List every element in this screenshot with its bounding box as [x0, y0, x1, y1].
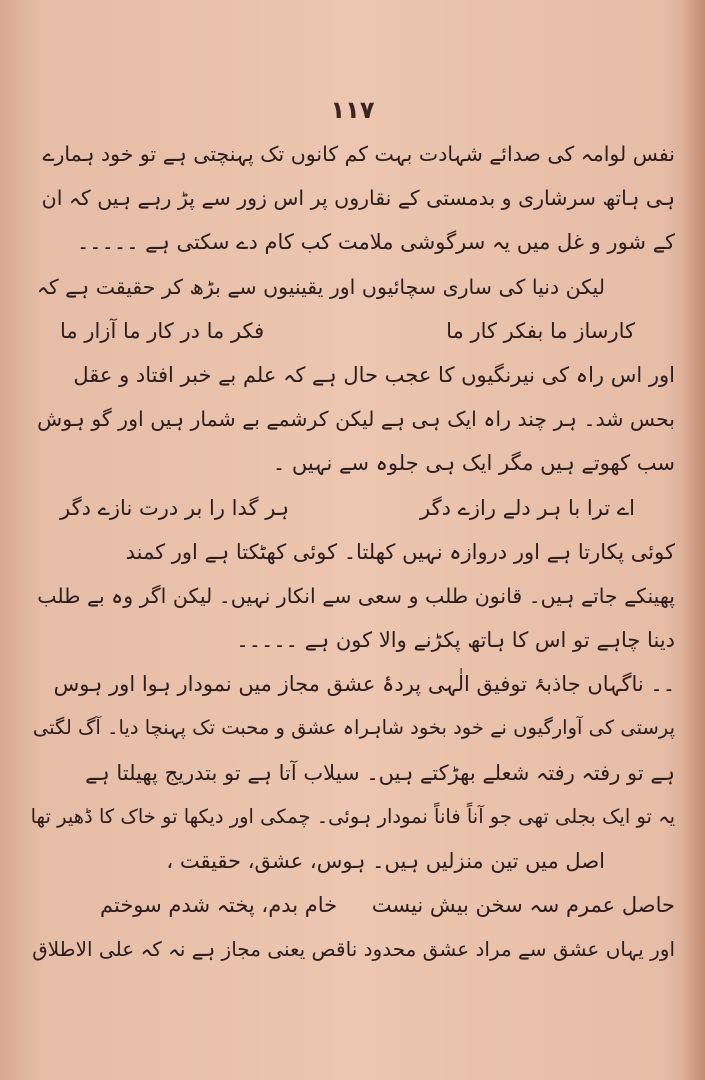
text-line: سب کھوتے ہیں مگر ایک ہی جلوہ سے نہیں ۔ — [272, 451, 675, 476]
text-line: لیکن دنیا کی ساری سچائیوں اور یقینیوں سے بڑھ کر حقیقت ہے کہ — [36, 274, 605, 299]
text-line: نفس لوامہ کی صدائے شہادت بہت کم کانوں تک پہنچتی ہے تو خود ہمارے — [42, 142, 675, 166]
text-line: کے شور و غل میں یہ سرگوشی ملامت کب کام دے سکتی ہے ۔۔۔۔۔ — [76, 230, 675, 255]
text-line: ۔۔ ناگہاں جاذبۂ توفیق الٰہی پردۂ عشق مجاز میں نمودار ہوا اور ہوس — [53, 672, 675, 697]
text-line: ہی ہاتھ سرشاری و بدمستی کے نقاروں پر اس زور سے پڑ رہے ہیں کہ ان — [41, 186, 675, 211]
text-line: پرستی کی آوارگیوں نے خود بخود شاہراہ عشق و محبت تک پہنچا دیا۔ آگ لگتی — [32, 716, 675, 740]
page-number: ۱۱۷ — [330, 96, 375, 124]
verse-line — [30, 486, 675, 530]
text-line: اصل میں تین منزلیں ہیں۔ ہوس، عشق، حقیقت ، — [166, 849, 605, 873]
verse-hemistich-first: اے ترا با ہر دلے رازے دگر — [419, 495, 635, 520]
page-text-block — [30, 132, 675, 972]
verse-hemistich-second: ہر گدا را بر درت نازے دگر — [60, 495, 290, 520]
text-line: اور یہاں عشق سے مراد عشق محدود ناقص یعنی مجاز ہے نہ کہ علی الاطلاق — [32, 937, 675, 962]
text-line: کوئی پکارتا ہے اور دروازہ نہیں کھلتا۔ کوئی کھٹکتا ہے اور کمند — [125, 539, 675, 564]
text-line: اور اس راہ کی نیرنگیوں کا عجب حال ہے کہ علم بے خبر افتاد و عقل — [73, 362, 675, 387]
verse-hemistich-second: خام بدم، پختہ شدم سوختم — [100, 893, 338, 918]
verse-hemistich-first: کارساز ما بفکر کار ما — [446, 318, 635, 343]
verse-hemistich-first: حاصل عمرم سہ سخن بیش نیست — [371, 893, 675, 918]
text-line: دینا چاہے تو اس کا ہاتھ پکڑنے والا کون ہے ۔۔۔۔۔ — [236, 628, 675, 653]
verse-line — [30, 309, 675, 353]
page-edge-shadow — [683, 0, 705, 1080]
text-line: پھینکے جاتے ہیں۔ قانون طلب و سعی سے انکار نہیں۔ لیکن اگر وہ بے طلب — [37, 583, 675, 608]
text-line: یہ تو ایک بجلی تھی جو آناً فاناً نمودار ہوئی۔ چمکی اور دیکھا تو خاک کا ڈھیر تھا — [30, 804, 675, 828]
verse-hemistich-second: فکر ما در کار ما آزار ما — [60, 318, 265, 343]
verse-line — [30, 883, 675, 927]
text-line: بحس شد۔ ہر چند راہ ایک ہی ہے لیکن کرشمے بے شمار ہیں اور گو ہوش — [37, 407, 675, 432]
text-line: ہے تو رفتہ رفتہ شعلے بھڑکتے ہیں۔ سیلاب آتا ہے تو بتدریج پھیلتا ہے — [85, 760, 675, 785]
